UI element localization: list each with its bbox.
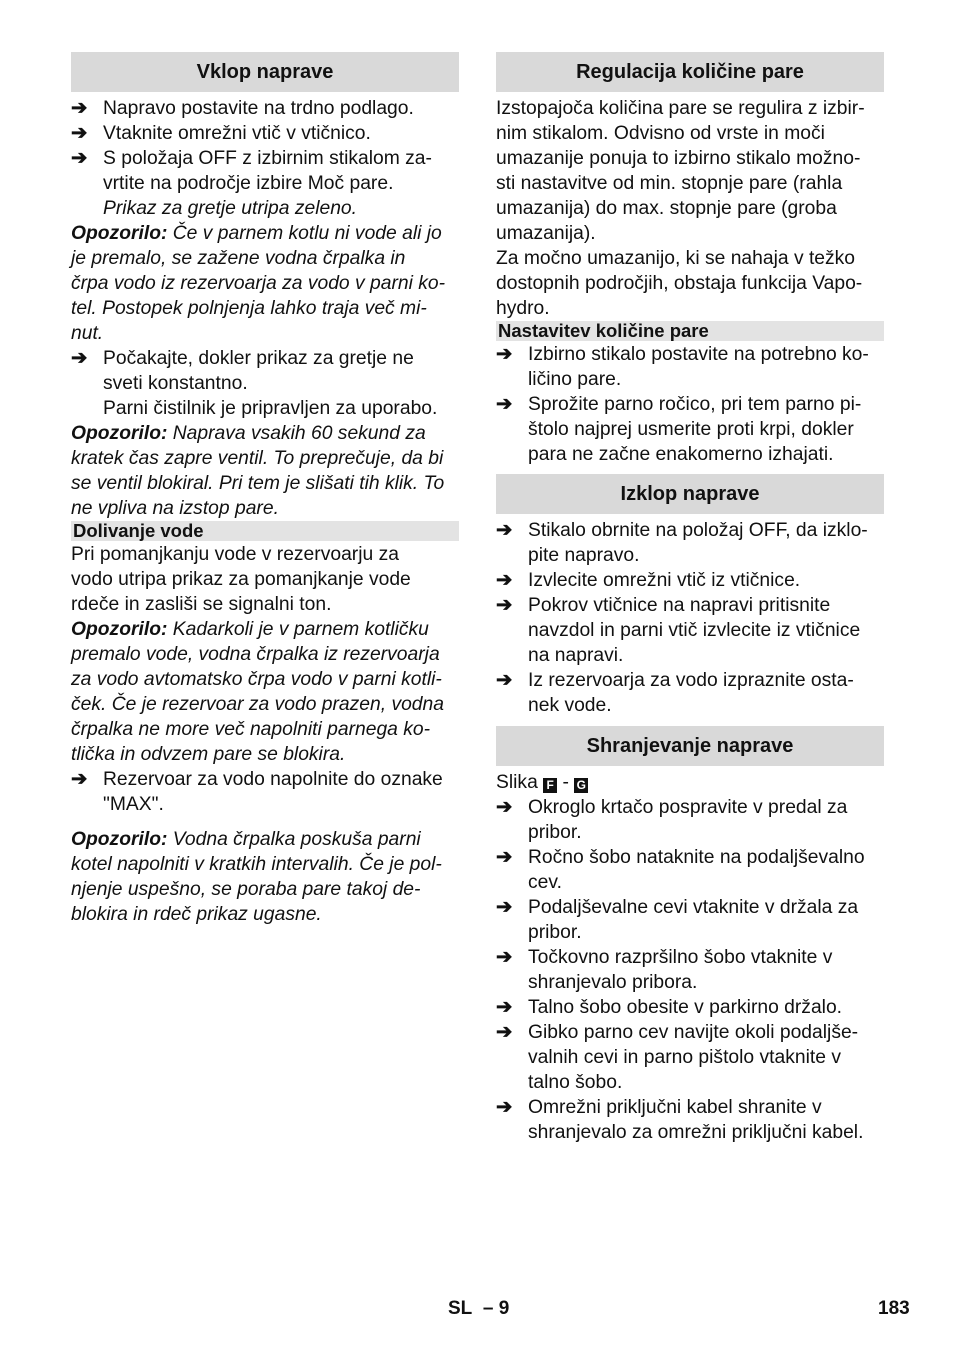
step-item: ➔ Izvlecite omrežni vtič iz vtičnice.	[496, 570, 801, 591]
step-continuation: shranjevalo pribora.	[528, 972, 698, 993]
warning-note: Opozorilo: Kadarkoli je v parnem kotličku premalo vode, vodna črpalka iz rezervoarja za vodo avtomatsko črpa vodo v parni kotli- ček. Če je rezervoar za vodo prazen, vodna črpalka ne more več napolniti parnega ko- tlička in odvzem pare se blokira.	[71, 619, 444, 765]
arrow-right-icon: ➔	[71, 148, 88, 169]
right-column	[496, 52, 884, 1145]
body-text: dostopnih področjih, obstaja funkcija Vapo-	[496, 273, 863, 294]
arrow-right-icon: ➔	[71, 769, 88, 790]
step-continuation: para ne začne enakomerno izhajati.	[528, 444, 834, 465]
body-text: nim stikalom. Odvisno od vrste in moči	[496, 123, 825, 144]
arrow-right-icon: ➔	[496, 670, 513, 691]
section-heading-izklop: Izklop naprave	[496, 474, 884, 514]
step-continuation: pribor.	[528, 922, 582, 943]
body-text: umazanija).	[496, 223, 596, 244]
body-text: rdeče in zasliši se signalni ton.	[71, 594, 332, 615]
arrow-right-icon: ➔	[496, 847, 513, 868]
arrow-right-icon: ➔	[496, 570, 513, 591]
step-item: ➔ Stikalo obrnite na položaj OFF, da izklo-	[496, 520, 868, 541]
step-continuation: pribor.	[528, 822, 582, 843]
step-item: ➔ Ročno šobo nataknite na podaljševalno	[496, 847, 865, 868]
page-number: 183	[878, 1298, 910, 1319]
step-item: ➔ Omrežni priključni kabel shranite v	[496, 1097, 822, 1118]
step-item: ➔ Napravo postavite na trdno podlago.	[71, 98, 414, 119]
step-continuation: ličino pare.	[528, 369, 622, 390]
figure-letter-g: G	[574, 778, 588, 793]
arrow-right-icon: ➔	[496, 394, 513, 415]
arrow-right-icon: ➔	[496, 947, 513, 968]
step-item: ➔ S položaja OFF z izbirnim stikalom za-	[71, 148, 432, 169]
step-continuation: "MAX".	[103, 794, 164, 815]
body-text: vodo utripa prikaz za pomanjkanje vode	[71, 569, 411, 590]
body-text: Pri pomanjkanju vode v rezervoarju za	[71, 544, 399, 565]
arrow-right-icon: ➔	[496, 897, 513, 918]
body-text: umazanija) do max. stopnje pare (groba	[496, 198, 837, 219]
step-result: Parni čistilnik je pripravljen za uporabo.	[103, 398, 438, 419]
step-result: Prikaz za gretje utripa zeleno.	[103, 198, 357, 219]
step-continuation: cev.	[528, 872, 562, 893]
arrow-right-icon: ➔	[496, 997, 513, 1018]
figure-reference: Slika F - G	[496, 770, 884, 795]
arrow-right-icon: ➔	[71, 123, 88, 144]
step-item: ➔ Vtaknite omrežni vtič v vtičnico.	[71, 123, 371, 144]
step-item: ➔ Talno šobo obesite v parkirno držalo.	[496, 997, 843, 1018]
step-item: ➔ Točkovno razpršilno šobo vtaknite v	[496, 947, 833, 968]
figure-letter-f: F	[543, 778, 557, 793]
arrow-right-icon: ➔	[496, 797, 513, 818]
step-item: ➔ Gibko parno cev navijte okoli podaljše-	[496, 1022, 859, 1043]
arrow-right-icon: ➔	[71, 98, 88, 119]
step-item: ➔ Iz rezervoarja za vodo izpraznite osta-	[496, 670, 854, 691]
step-continuation: valnih cevi in parno pištolo vtaknite v	[528, 1047, 841, 1068]
arrow-right-icon: ➔	[496, 1022, 513, 1043]
body-text: Izstopajoča količina pare se regulira z izbir-	[496, 98, 865, 119]
step-continuation: navzdol in parni vtič izvlecite iz vtičnice	[528, 620, 861, 641]
body-text: hydro.	[496, 298, 550, 319]
warning-note: Opozorilo: Naprava vsakih 60 sekund za kratek čas zapre ventil. To preprečuje, da bi se ventil blokiral. Pri tem je slišati tih klik. To ne vpliva na izstop pare.	[71, 423, 445, 519]
section-heading-shranjevanje: Shranjevanje naprave	[496, 726, 884, 766]
step-continuation: pite napravo.	[528, 545, 640, 566]
section-heading-regulacija: Regulacija količine pare	[496, 52, 884, 92]
step-continuation: štolo najprej usmerite proti krpi, dokler	[528, 419, 854, 440]
subsection-heading-dolivanje: Dolivanje vode	[71, 521, 459, 541]
arrow-right-icon: ➔	[71, 348, 88, 369]
step-continuation: sveti konstantno.	[103, 373, 248, 394]
step-continuation: vrtite na področje izbire Moč pare.	[103, 173, 394, 194]
step-continuation: talno šobo.	[528, 1072, 623, 1093]
arrow-right-icon: ➔	[496, 595, 513, 616]
arrow-right-icon: ➔	[496, 344, 513, 365]
warning-note: Opozorilo: Če v parnem kotlu ni vode ali jo je premalo, se zažene vodna črpalka in črpa vodo iz rezervoarja za vodo v parni ko- tel. Postopek polnjenja lahko traja več mi- nut.	[71, 223, 446, 344]
footer-section-label: SL – 9	[448, 1298, 510, 1319]
body-text: Za močno umazanijo, ki se nahaja v težko	[496, 248, 856, 269]
warning-note: Opozorilo: Vodna črpalka poskuša parni kotel napolniti v kratkih intervalih. Če je pol- njenje uspešno, se poraba pare takoj de- blokira in rdeč prikaz ugasne.	[71, 829, 442, 925]
section-heading-vklop: Vklop naprave	[71, 52, 459, 92]
step-item: ➔ Izbirno stikalo postavite na potrebno ko-	[496, 344, 869, 365]
step-item: ➔ Rezervoar za vodo napolnite do oznake	[71, 769, 443, 790]
step-item: ➔ Pokrov vtičnice na napravi pritisnite	[496, 595, 831, 616]
arrow-right-icon: ➔	[496, 1097, 513, 1118]
step-item: ➔ Okroglo krtačo pospravite v predal za	[496, 797, 848, 818]
step-item: ➔ Podaljševalne cevi vtaknite v držala za	[496, 897, 859, 918]
body-text: sti nastavitve od min. stopnje pare (rahla	[496, 173, 843, 194]
subsection-heading-nastavitev: Nastavitev količine pare	[496, 321, 884, 341]
left-column	[71, 52, 459, 927]
step-continuation: na napravi.	[528, 645, 624, 666]
step-item: ➔ Počakajte, dokler prikaz za gretje ne	[71, 348, 414, 369]
body-text: umazanije ponuja to izbirno stikalo možno-	[496, 148, 861, 169]
step-continuation: nek vode.	[528, 695, 612, 716]
step-continuation: shranjevalo za omrežni priključni kabel.	[528, 1122, 864, 1143]
step-item: ➔ Sprožite parno ročico, pri tem parno pi-	[496, 394, 862, 415]
arrow-right-icon: ➔	[496, 520, 513, 541]
